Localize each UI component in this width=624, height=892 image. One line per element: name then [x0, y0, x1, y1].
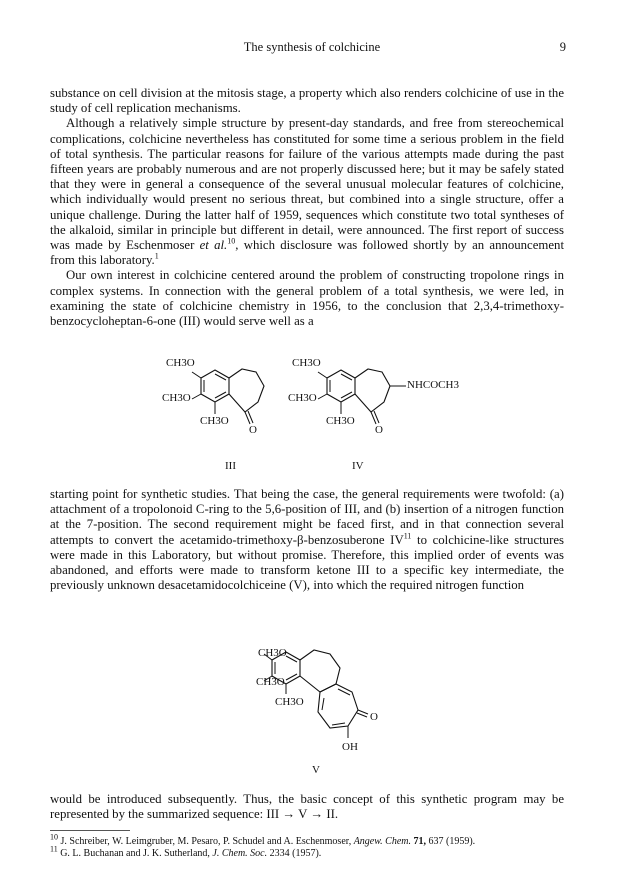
ref-11: 11 — [403, 531, 412, 541]
iii-ome-2: CH3O — [162, 392, 191, 404]
footnote-11-authors: G. L. Buchanan and J. K. Sutherland, — [57, 848, 213, 859]
footnote-10 — [50, 832, 564, 848]
paragraph-4 — [50, 487, 564, 593]
v-ome-3: CH3O — [275, 696, 304, 708]
footnote-11 — [50, 844, 564, 860]
et-al: et al. — [199, 238, 228, 253]
iii-ketone-o: O — [249, 424, 257, 436]
paragraph-2-text-a: Although a relatively simple structure by present-day standards, and free from stereochemical complications, colchicine nevertheless has constituted for some time a serious problem in the field of total synthesis. The particular reasons for failure of the various attempts made during the past fifteen years are probably numerous and are not properly discussed here; but it may be safely stated that they were in general a consequence of the several unusual molecular features of colchicine, which individually would present no serious threat, but combined into a single structure, offer a unique challenge. During the latter half of 1959, sequences which constitute two total syntheses of the alkaloid, similar in principle but different in detail, were announced. The first report of success was made by Eschenmoser — [50, 116, 564, 253]
iv-ketone-o: O — [375, 424, 383, 436]
v-ome-1: CH3O — [258, 647, 287, 659]
label-iii: III — [225, 460, 236, 472]
ref-10: 10 — [227, 236, 236, 246]
v-hydroxyl: OH — [342, 741, 358, 753]
paragraph-2-text-b: , which disclosure was followed shortly by an announcement from this laboratory. — [50, 238, 565, 268]
paragraph-4-text-b: to colchicine-like structures were made in this Laboratory, but without promise. Therefore, this implied order of events was abandoned, and efforts were made to transform ketone III to a specific key intermediate, the previously unknown desacetamidocolchiceine (V), into which the required nitrogen function — [50, 532, 564, 593]
paragraph-3: Our own interest in colchicine centered around the problem of constructing tropolone rings in complex systems. In connection with the general problem of a total synthesis, we were led, in examining the state of colchicine chemistry in 1956, to the conclusion that 2,3,4-trimethoxy-benzocycloheptan-6-one (III) would serve well as a — [50, 268, 564, 329]
iii-ome-3: CH3O — [200, 415, 229, 427]
footnote-10-pages: 637 (1959). — [426, 836, 476, 847]
paragraph-4-text-a: starting point for synthetic studies. That being the case, the general requirements were twofold: (a) attachment of a tropolonoid C-ring to the 5,6-position of III, and (b) insertion of a nitrogen function at the 7-position. The second requirement might be faced first, and in that connection several attempts to convert the acetamido-trimethoxy-β-benzosuberone IV — [50, 487, 564, 547]
paragraph-1: substance on cell division at the mitosis stage, a property which also renders colchicine of use in the study of cell replication mechanisms. — [50, 86, 564, 116]
running-header — [0, 40, 624, 58]
text-block-middle — [50, 487, 564, 593]
page-number: 9 — [559, 40, 566, 54]
footnote-11-pages: 2334 (1957). — [267, 848, 322, 859]
v-ome-2: CH3O — [256, 676, 285, 688]
iv-ome-3: CH3O — [326, 415, 355, 427]
footnote-10-journal: Angew. Chem. — [353, 836, 412, 847]
footnotes — [50, 832, 564, 860]
text-block-top — [50, 86, 564, 329]
running-title: The synthesis of colchicine — [243, 40, 381, 54]
footnote-10-mark: 10 — [50, 832, 58, 842]
label-v: V — [312, 764, 320, 776]
footnote-rule — [50, 830, 130, 831]
v-oxo: O — [370, 711, 378, 723]
footnote-11-mark: 11 — [50, 844, 58, 854]
iv-ome-2: CH3O — [288, 392, 317, 404]
footnote-10-authors: J. Schreiber, W. Leimgruber, M. Pesaro, P. Schudel and A. Eschenmoser, — [58, 836, 354, 847]
iv-acetamido: NHCOCH3 — [407, 379, 459, 391]
iv-ome-1: CH3O — [292, 357, 321, 369]
footnote-10-volume: 71, — [411, 836, 427, 847]
text-block-bottom — [50, 792, 564, 822]
footnote-11-journal: J. Chem. Soc. — [212, 848, 268, 859]
label-iv: IV — [352, 460, 364, 472]
ref-1: 1 — [154, 251, 159, 261]
iii-ome-1: CH3O — [166, 357, 195, 369]
paragraph-2 — [50, 116, 564, 268]
paragraph-5: would be introduced subsequently. Thus, the basic concept of this synthetic program may be represented by the summarized sequence: III → V → II. — [50, 792, 564, 822]
